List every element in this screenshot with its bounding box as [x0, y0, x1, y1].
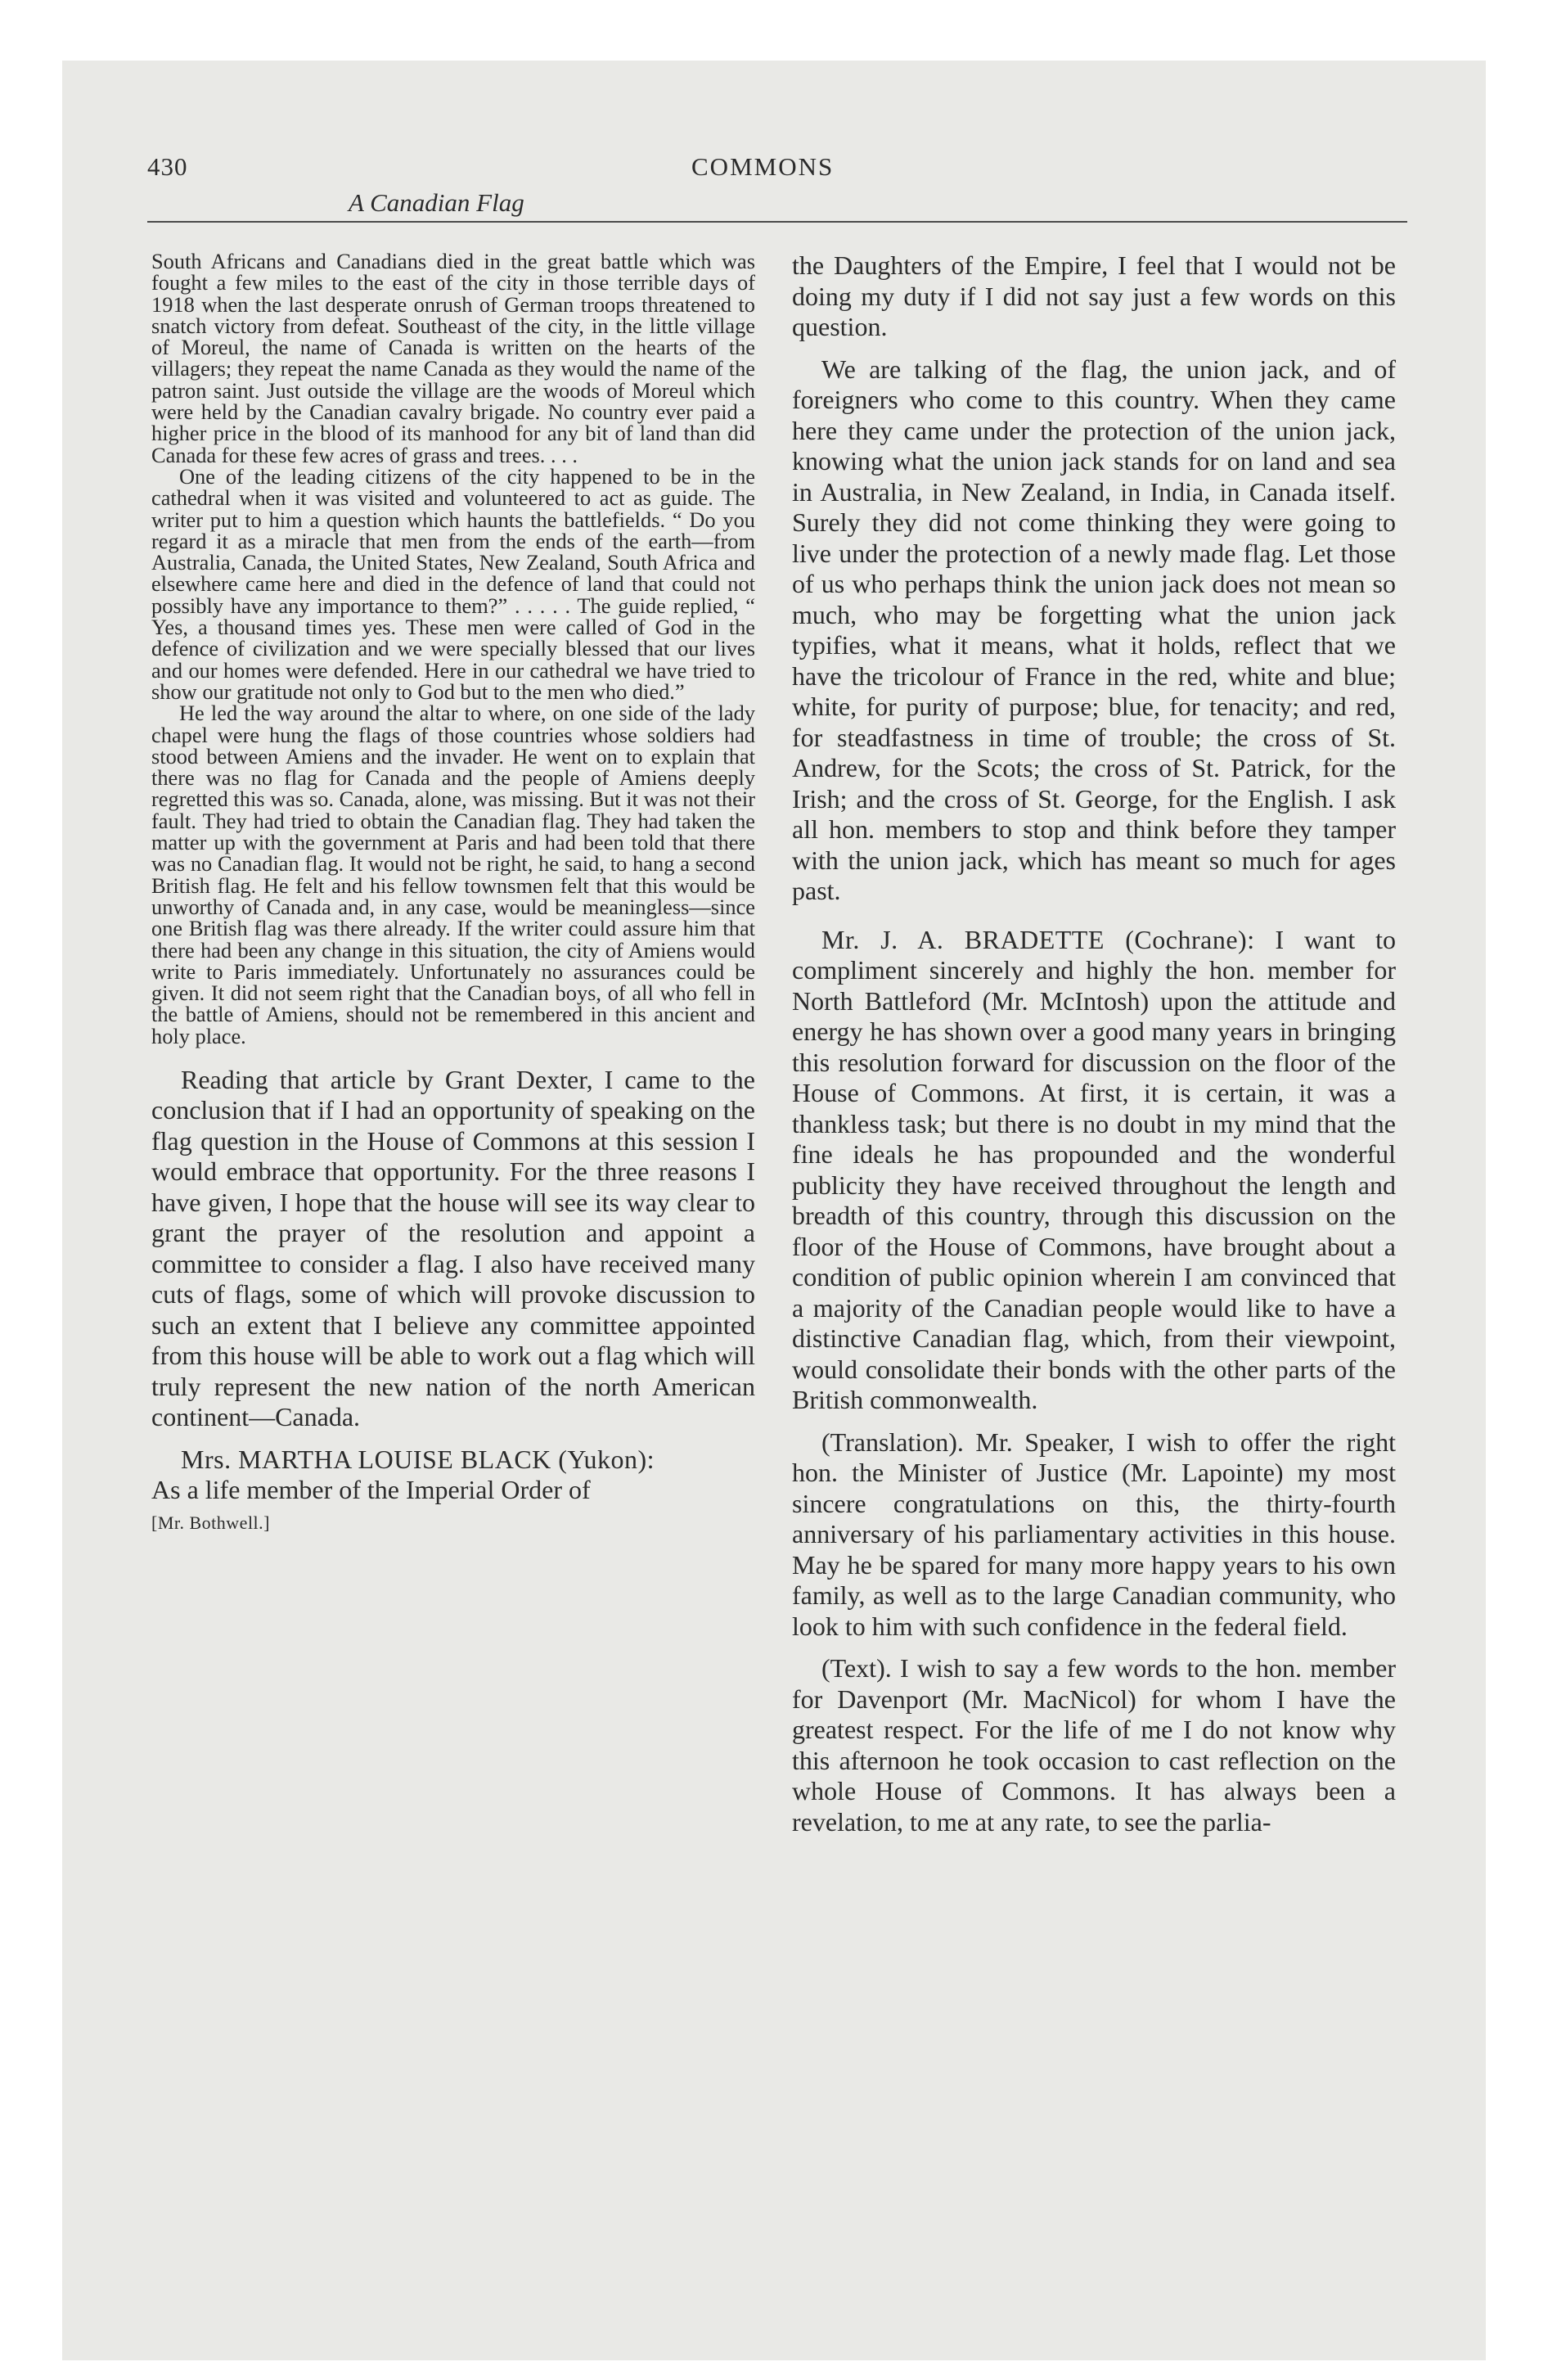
- right-column: [792, 250, 1396, 1837]
- quoted-article-paragraph: One of the leading citizens of the city happened to be in the cathedral when it was visited and volunteered to act as guide. The writer put to him a question which haunts the battlefields. “ Do you regard it as a miracle that men from the ends of the earth—from Australia, Canada, the United States, New Zealand, South Africa and elsewhere came here and died in the defence of land that could not possibly have any importance to them?” . . . . . The guide replied, “ Yes, a thousand times yes. These men were called of God in the defence of civilization and we were specially blessed that our lives and our homes were defended. Here in our cathedral we have tried to show our gratitude not only to God but to the men who died.”: [151, 463, 755, 704]
- left-column: [151, 250, 755, 1552]
- footnote: [Mr. Bothwell.]: [151, 1512, 270, 1533]
- page-number: 430: [147, 152, 188, 181]
- speech-paragraph: [151, 1445, 755, 1476]
- speech-paragraph: We are talking of the flag, the union jack, and of foreigners who come to this country. When they came here they came under the protection of the union jack, knowing what the union jack stands for on land and sea in Australia, in New Zealand, in India, in Canada itself. Surely they did not come thinking they were going to live under the protection of a newly made flag. Let those of us who perhaps think the union jack does not mean so much, who may be forgetting what the union jack typifies, what it means, what it holds, reflect that we have the tricolour of France in the red, white and blue; white, for purity of purpose; blue, for tenacity; and red, for steadfastness in time of trouble; the cross of St. Andrew, for the Scots; the cross of St. Patrick, for the Irish; and the cross of St. George, for the English. I ask all hon. members to stop and think before they tamper with the union jack, which has meant so much for ages past.: [792, 354, 1396, 905]
- speech-paragraph: the Daughters of the Empire, I feel that I would not be doing my duty if I did not say just a few words on this question.: [792, 250, 1396, 341]
- speech-paragraph: (Text). I wish to say a few words to the hon. member for Davenport (Mr. MacNicol) for whom I have the greatest respect. For the life of me I do not know why this afternoon he took occasion to cast reflection on the whole House of Commons. It has always been a revelation, to me at any rate, to see the parlia-: [792, 1653, 1396, 1837]
- speech-paragraph: [792, 925, 1396, 1416]
- speech-paragraph: As a life member of the Imperial Order of: [151, 1475, 591, 1505]
- speaker-name: Mr. J. A. BRADETTE (Cochrane):: [821, 924, 1255, 954]
- running-head: COMMONS: [691, 152, 835, 181]
- speech-paragraph: (Translation). Mr. Speaker, I wish to offer the right hon. the Minister of Justice (Mr. Lapointe) my most sincere congratulations on this, the thirty-fourth anniversary of his parliamentary activities in this house. May he be spared for many more happy years to his own family, as well as to the large Canadian community, who look to him with such confidence in the federal field.: [792, 1427, 1396, 1641]
- speech-text: I want to compliment sincerely and highly the hon. member for North Battleford (Mr. McIntosh) upon the attitude and energy he has shown over a good many years in bringing this resolution forward for discussion on the floor of the House of Commons. At first, it is certain, it was a thankless task; but there is no doubt in my mind that the fine ideals he has propounded and the wonderful publicity they have received throughout the length and breadth of this country, through this discussion on the floor of the House of Commons, have brought about a condition of public opinion wherein I am convinced that a majority of the Canadian people would like to have a distinctive Canadian flag, which, from their viewpoint, would consolidate their bonds with the other parts of the British commonwealth.: [792, 924, 1397, 1414]
- speaker-name: Mrs. MARTHA LOUISE BLACK (Yukon):: [181, 1444, 655, 1474]
- quoted-article-paragraph: South Africans and Canadians died in the great battle which was fought a few miles to the east of the city in those terrible days of 1918 when the last desperate onrush of German troops threatened to snatch victory from defeat. Southeast of the city, in the little village of Moreul, the name of Canada is written on the hearts of the villagers; they repeat the name Canada as they would the name of the patron saint. Just outside the village are the woods of Moreul which were held by the Canadian cavalry brigade. No country ever paid a higher price in the blood of its manhood for any bit of land than did Canada for these few acres of grass and trees. . . .: [151, 249, 755, 467]
- page-header: [147, 152, 1407, 226]
- header-rule: [147, 221, 1407, 223]
- quoted-article-paragraph: He led the way around the altar to where, on one side of the lady chapel were hung the flags of those countries whose soldiers had stood between Amiens and the invader. He went on to explain that there was no flag for Canada and the people of Amiens deeply regretted this was so. Canada, alone, was missing. But it was not their fault. They had tried to obtain the Canadian flag. They had taken the matter up with the government at Paris and had been told that there was no Canadian flag. It would not be right, he said, to hang a second British flag. He felt and his fellow townsmen felt that this would be unworthy of Canada and, in any case, would be meaningless—since one British flag was there already. If the writer could assure him that there had been any change in this situation, the city of Amiens would write to Paris immediately. Unfortunately no assurances could be given. It did not seem right that the Canadian boys, of all who fell in the battle of Amiens, should not be remembered in this ancient and holy place.: [151, 701, 755, 1048]
- speech-paragraph: Reading that article by Grant Dexter, I came to the conclusion that if I had an opportunity of speaking on the flag question in the House of Commons at this session I would embrace that opportunity. For the three reasons I have given, I hope that the house will see its way clear to grant the prayer of the resolution and appoint a committee to consider a flag. I also have received many cuts of flags, some of which will provoke discussion to such an extent that I believe any committee appointed from this house will be able to work out a flag which will truly represent the new nation of the north American continent—Canada.: [151, 1064, 755, 1432]
- section-title: A Canadian Flag: [349, 188, 524, 217]
